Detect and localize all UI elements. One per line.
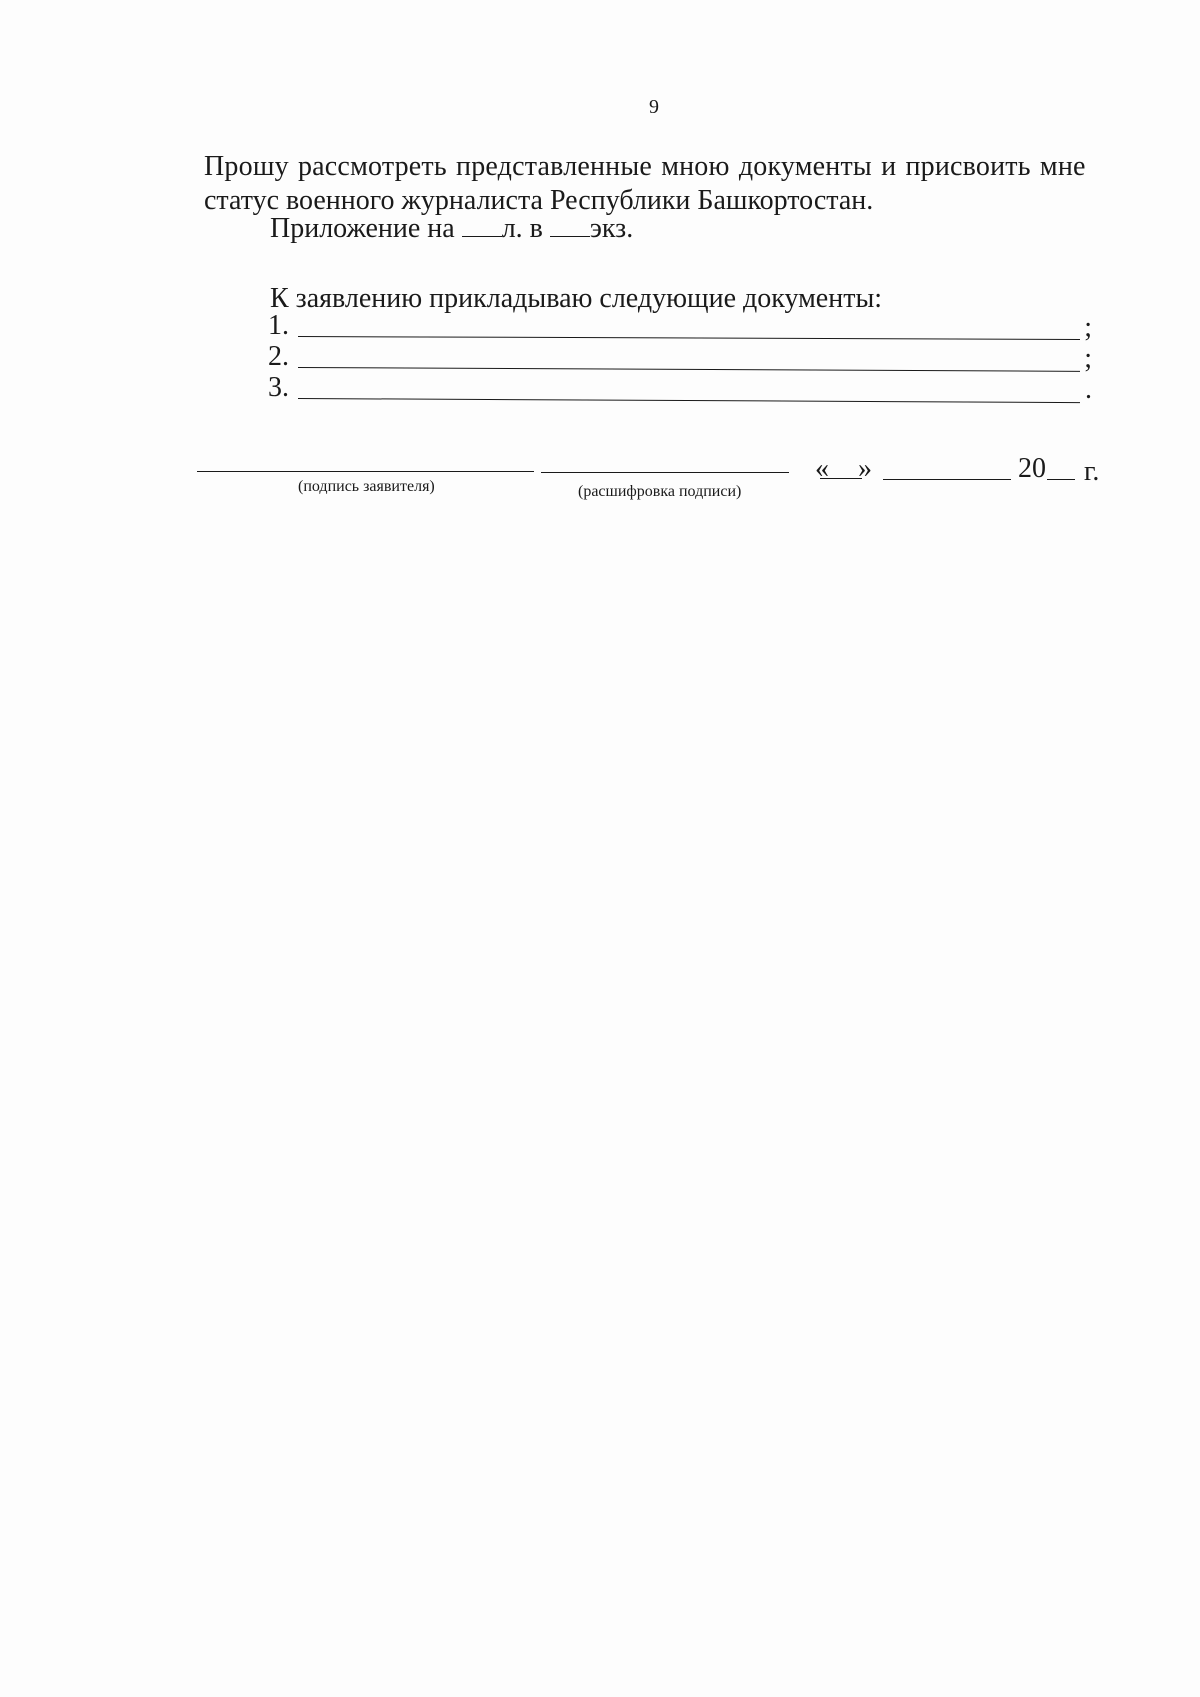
date-year-blank[interactable] (1047, 479, 1075, 480)
document-list-item (268, 310, 1092, 342)
attachment-suffix: экз. (589, 213, 634, 244)
copies-count-blank[interactable] (550, 214, 590, 237)
date-year-suffix: г. (1084, 456, 1100, 487)
document-ending-mark: ; (1084, 312, 1092, 343)
document-number: 2. (268, 341, 289, 372)
date-close-quote: » (858, 453, 872, 484)
document-ending-mark: . (1085, 374, 1092, 405)
request-paragraph-line-1: Прошу рассмотреть представленные мною документы и присвоить мне (204, 151, 1086, 182)
signature-decoding-blank[interactable] (541, 472, 789, 473)
date-day-blank[interactable] (820, 478, 862, 479)
document-entry-blank[interactable] (298, 398, 1080, 403)
attachment-line (270, 213, 633, 245)
date-year-prefix: 20 (1018, 453, 1046, 484)
sheets-count-blank[interactable] (462, 214, 502, 237)
date-month-blank[interactable] (883, 479, 1011, 480)
document-number: 3. (268, 372, 289, 403)
signature-caption: (подпись заявителя) (298, 478, 435, 495)
signature-blank[interactable] (197, 471, 534, 472)
documents-intro: К заявлению прикладываю следующие документы: (270, 283, 883, 314)
attachment-middle: л. в (501, 213, 543, 244)
document-list-item (268, 372, 1092, 404)
page-number: 9 (649, 96, 659, 118)
request-paragraph-line-2: статус военного журналиста Республики Башкортостан. (204, 185, 874, 216)
decoding-caption: (расшифровка подписи) (578, 483, 742, 500)
document-entry-blank[interactable] (298, 336, 1080, 340)
document-number: 1. (268, 310, 289, 341)
document-list-item (268, 341, 1092, 373)
document-ending-mark: ; (1084, 343, 1092, 374)
attachment-prefix: Приложение на (270, 213, 455, 244)
date-open-quote: « (815, 453, 829, 484)
